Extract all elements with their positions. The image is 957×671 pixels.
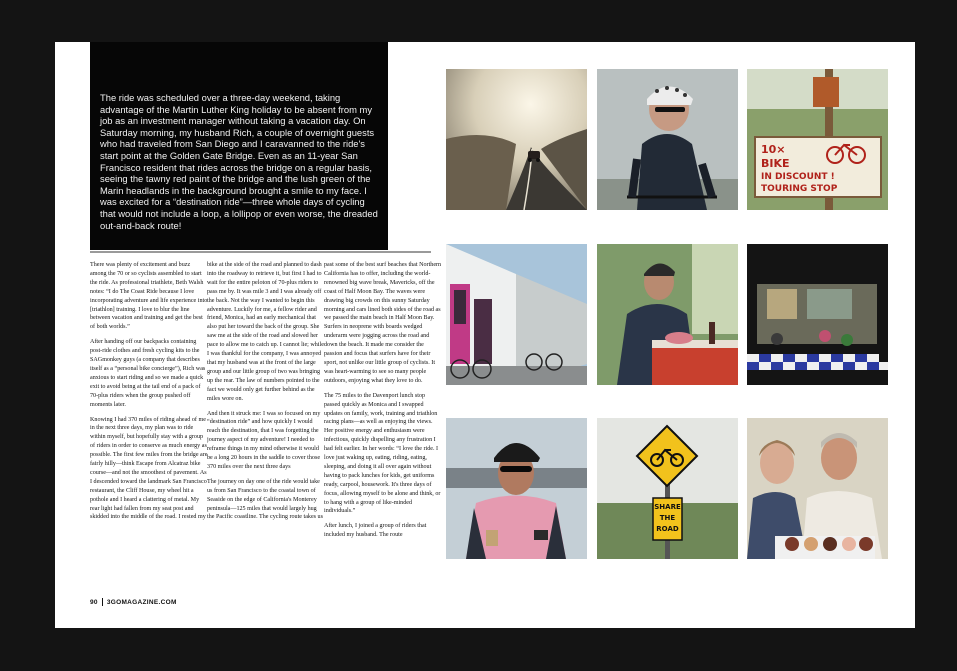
sign-text: THE bbox=[659, 514, 676, 522]
text-column-2 bbox=[207, 261, 325, 601]
photo-share-road-sign bbox=[597, 418, 738, 559]
paragraph: Knowing I had 370 miles of riding ahead of me in the next three days, my plan was to ride within myself, but hopefully stay with a group of riders in order to conserve as much energy as possible. The first few miles from the bridge are fairly hilly—think Escape from Alcatraz bike course—and not the smoothest of pavement. As I descended toward the landmark San Francisco restaurant, the Cliff House, my wheel hit a pothole and I heard a clattering of metal. My rear light had fallen from my seat post and skidded into the middle of the road. I rested my bbox=[90, 416, 208, 521]
photo-man-food-table bbox=[597, 244, 738, 385]
pull-quote-box bbox=[90, 42, 388, 250]
paragraph: There was plenty of excitement and buzz among the 70 or so cyclists assembled to start the ride. As professional triathlete, Beth Walsh notes: “I do The Coast Ride because I love incorporating adventure and life experience into [triathlon] training. I love to blur the line between vacation and training and get the best of both worlds.” bbox=[90, 262, 208, 331]
photo-cyclist-helmet bbox=[597, 69, 738, 210]
photo-road-car bbox=[446, 69, 587, 210]
paragraph: After handing off our backpacks containing post-ride clothes and fresh cycling kits to the SAGmonkey guys (a company that describes itself as a “personal bike concierge”), Rich was anxious to start riding and so we made a quick exit to avoid being at the tail end of a pack of 70-plus riders when the group pushed off moments later. bbox=[90, 339, 206, 408]
photo-cafe-interior bbox=[747, 244, 888, 385]
photo-bike-sign bbox=[747, 69, 888, 210]
sign-text: ROAD bbox=[656, 525, 679, 533]
text-column-3 bbox=[324, 261, 442, 601]
photo-couple-pastries bbox=[747, 418, 888, 559]
photo-rider-sunglasses bbox=[446, 418, 587, 559]
paragraph: The 75 miles to the Davenport lunch stop passed quickly as Monica and I swapped updates on family, work, training and triathlon racing plans—as well as enjoying the views. Her positive energy and enthusiasm were infectious, quickly dispelling any frustration I had felt earlier. In her words: “I love the ride. I love just waking up, eating, riding, eating, sleeping, and doing it all over again without having to pack lunches for kids, get uniforms ready, carpool, housework. It's three days of focus, allowing myself to be alone and think, or to hang with a group of like-minded individuals.” bbox=[324, 392, 441, 515]
divider-rule bbox=[90, 251, 431, 253]
paragraph: past some of the best surf beaches that Northern California has to offer, including the world-renowned big wave break, Mavericks, off the coast of Half Moon Bay. The waves were drawing big crowds on this sunny Saturday morning and cars lined both sides of the road as we passed the main beach in Half Moon Bay. Surfers in neoprene with boards wedged underarm were jogging across the road and down the beach. It made me consider the passion and focus that surfers have for their sport, not unlike our little group of cyclists. It was heart-warming to see so many people outdoors, enjoying what they love to do. bbox=[324, 262, 442, 384]
page-number: 90 bbox=[90, 598, 98, 606]
magazine-spread bbox=[55, 42, 915, 628]
site-name: 3GOMAGAZINE.COM bbox=[106, 598, 177, 606]
sign-text: BIKE bbox=[761, 157, 790, 170]
folio-divider bbox=[102, 598, 103, 606]
paragraph: bike at the side of the road and planned to dash into the roadway to retrieve it, but first I had to wait for the entire peloton of 70-plus riders to pass me by. It was mile 3 and I was already off the back. Not the way I wanted to begin this adventure. Luckily for me, a fellow rider and friend, Monica, had an early mechanical that also put her toward the back of the group. She saw me at the side of the road and slowed her pace to allow me to catch up. I cannot lie; while I was thankful for the company, I was annoyed that my husband was at the front of the large group and our little group of two was bringing up the rear. The law of numbers pointed to the fact we would only get further behind as the miles wore on. bbox=[207, 262, 324, 402]
paragraph: And then it struck me: I was so focused on my “destination ride” and how quickly I would reach the destination, that I was forgetting the journey aspect of my adventure! I needed to reframe things in my mind otherwise it would be a long 20 hours in the saddle to cover those 370 miles over the next three days bbox=[207, 410, 321, 470]
photo-building-bikes bbox=[446, 244, 587, 385]
paragraph: The journey on day one of the ride would take us from San Francisco to the coastal town of Seaside on the edge of California's Monterey peninsula—125 miles that would largely hug the Pacific coastline. The cycling route takes us bbox=[207, 478, 323, 521]
pull-quote-text: The ride was scheduled over a three-day weekend, taking advantage of the Martin Luther King holiday to be absent from my job as an investment manager without taking a vacation day. On Saturday morning, my husband Rich, a couple of overnight guests who had traveled from San Diego and I caravanned to the ride's start point at the Golden Gate Bridge. Even as an 11-year San Francisco resident that rides across the bridge on a regular basis, seeing the tawny red paint of the bridge and the lush green of the Marin headlands in the background brought a smile to my face. I was excited for a “destination ride”—three whole days of cycling that would not include a loop, a lollipop or even worse, the dreaded out-and-back route! bbox=[100, 92, 378, 231]
sign-text: SHARE bbox=[654, 503, 681, 511]
text-column-1 bbox=[90, 261, 208, 601]
paragraph: After lunch, I joined a group of riders that included my husband. The route bbox=[324, 523, 427, 539]
sign-text: 10× bbox=[761, 143, 786, 156]
folio bbox=[90, 598, 177, 606]
sign-text: IN DISCOUNT ! bbox=[761, 172, 835, 182]
sign-text: TOURING STOP bbox=[761, 184, 838, 194]
